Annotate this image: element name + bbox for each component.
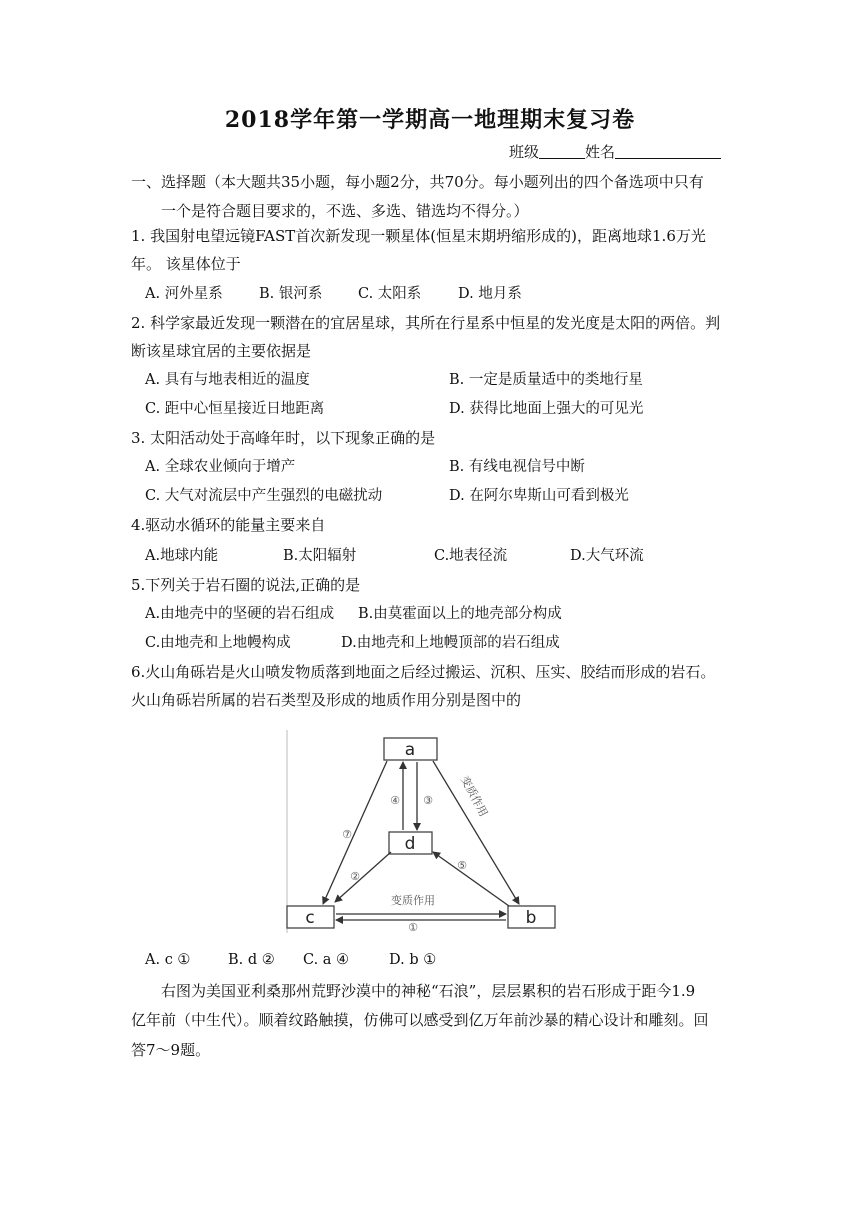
q1-stem-line2: 年。 该星体位于 [131, 255, 241, 273]
class-blank [539, 144, 585, 159]
q4-option-d: D.大气环流 [570, 548, 644, 564]
q6-option-a: A. c ① [145, 952, 191, 968]
page-title: 2018学年第一学期高一地理期末复习卷 [224, 107, 636, 133]
q1-stem-line1: 1. 我国射电望远镜FAST首次新发现一颗星体(恒星末期坍缩形成的)，距离地球1.6万光 [131, 227, 706, 245]
q5-option-b: B.由莫霍面以上的地壳部分构成 [358, 606, 562, 622]
q3-option-c: C. 大气对流层中产生强烈的电磁扰动 [145, 488, 383, 504]
rock-cycle-svg [283, 728, 558, 935]
marker-5: ⑤ [457, 859, 467, 872]
node-a-label: a [404, 740, 416, 760]
passage-line3: 答7～9题。 [131, 1041, 211, 1059]
marker-3: ③ [423, 794, 433, 807]
q2-stem-line2: 断该星球宜居的主要依据是 [131, 342, 312, 360]
q4-stem: 4.驱动水循环的能量主要来自 [131, 516, 326, 534]
q2-stem-line1: 2. 科学家最近发现一颗潜在的宜居星球，其所在行星系中恒星的发光度是太阳的两倍。判 [131, 314, 721, 332]
q3-stem: 3. 太阳活动处于高峰年时，以下现象正确的是 [131, 429, 436, 447]
marker-1: ① [408, 921, 418, 934]
class-name-line [509, 141, 721, 162]
rock-cycle-diagram [283, 728, 558, 935]
q1-option-b: B. 银河系 [259, 286, 323, 302]
q1-option-c: C. 太阳系 [358, 286, 422, 302]
q6-stem-line1: 6.火山角砾岩是火山喷发物质落到地面之后经过搬运、沉积、压实、胶结而形成的岩石。 [131, 663, 716, 681]
bottom-metamorphism-label: 变质作用 [391, 894, 435, 907]
class-label: 班级 [509, 143, 540, 161]
q5-stem: 5.下列关于岩石圈的说法,正确的是 [131, 576, 361, 594]
q3-option-b: B. 有线电视信号中断 [449, 459, 585, 475]
name-label: 姓名 [585, 143, 616, 161]
name-blank [615, 144, 721, 159]
passage-line1: 右图为美国亚利桑那州荒野沙漠中的神秘“石浪”，层层累积的岩石形成于距今1.9 [161, 982, 696, 1000]
q4-option-c: C.地表径流 [434, 548, 508, 564]
node-d-label: d [404, 834, 416, 854]
marker-2: ② [350, 870, 360, 883]
marker-4: ④ [390, 794, 400, 807]
q2-option-a: A. 具有与地表相近的温度 [145, 372, 310, 388]
q5-option-a: A.由地壳中的坚硬的岩石组成 [145, 606, 335, 622]
q4-option-b: B.太阳辐射 [283, 548, 357, 564]
passage-line2: 亿年前（中生代）。顺着纹路触摸，仿佛可以感受到亿万年前沙暴的精心设计和雕刻。回 [131, 1011, 709, 1029]
q3-option-a: A. 全球农业倾向于增产 [145, 459, 296, 475]
node-b-label: b [525, 908, 537, 928]
q1-option-a: A. 河外星系 [145, 286, 223, 302]
q1-option-d: D. 地月系 [458, 286, 522, 302]
arrow-b-to-d [433, 852, 509, 906]
q2-option-d: D. 获得比地面上强大的可见光 [449, 401, 644, 417]
right-metamorphism-label: 变质作用 [458, 773, 491, 819]
q2-option-b: B. 一定是质量适中的类地行星 [449, 372, 643, 388]
section-heading-line2: 一个是符合题目要求的，不选、多选、错选均不得分。） [161, 202, 529, 220]
q6-option-b: B. d ② [228, 952, 275, 968]
q5-option-d: D.由地壳和上地幔顶部的岩石组成 [341, 635, 560, 651]
q5-option-c: C.由地壳和上地幔构成 [145, 635, 291, 651]
marker-7: ⑦ [342, 828, 352, 841]
q6-option-c: C. a ④ [303, 952, 350, 968]
q6-option-d: D. b ① [389, 952, 437, 968]
q6-stem-line2: 火山角砾岩所属的岩石类型及形成的地质作用分别是图中的 [131, 691, 522, 709]
q4-option-a: A.地球内能 [145, 548, 219, 564]
node-c-label: c [305, 908, 315, 928]
q3-option-d: D. 在阿尔卑斯山可看到极光 [449, 488, 629, 504]
q2-option-c: C. 距中心恒星接近日地距离 [145, 401, 325, 417]
section-heading-line1: 一、选择题（本大题共35小题，每小题2分，共70分。每小题列出的四个备选项中只有 [131, 173, 704, 191]
